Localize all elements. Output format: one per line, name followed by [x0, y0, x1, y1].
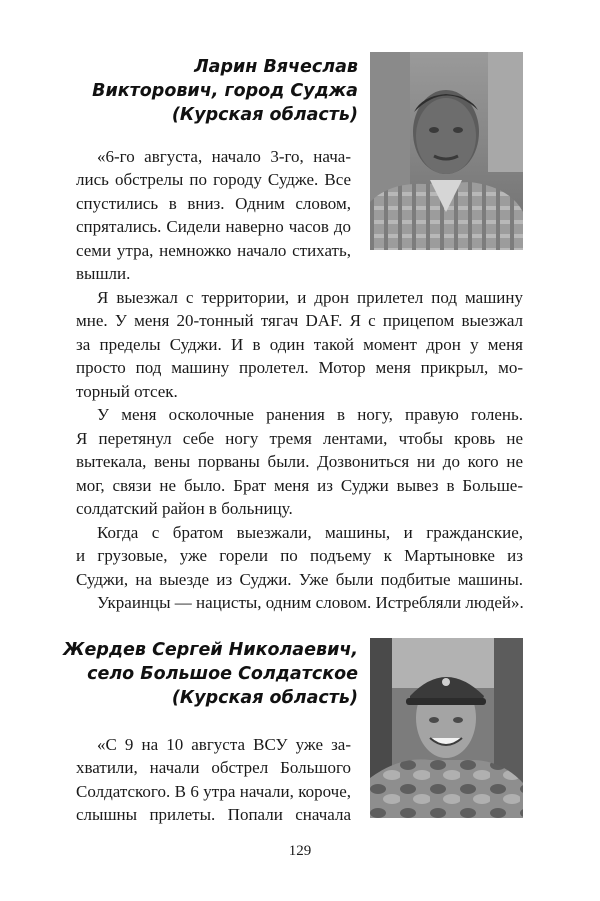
text-line: вышли.: [76, 264, 131, 283]
page-number: 129: [288, 843, 312, 859]
text-line: мне. У меня 20-тонный тягач DAF. Я с прицепом выезжал: [76, 311, 523, 330]
text-line: «С 9 на 10 августа ВСУ уже за-: [97, 735, 351, 754]
text-line: семи утра, немножко начало стихать,: [76, 241, 351, 260]
text-line: торный отсек.: [76, 382, 178, 401]
section1-heading-line: Викторович, город Суджа: [92, 81, 358, 101]
text-line: лись обстрелы по городу Судже. Все: [76, 170, 351, 189]
portrait-photo-zherdev: [370, 638, 523, 818]
text-line: Я выезжал с территории, и дрон прилетел под машину: [97, 288, 523, 307]
section2-heading-line: село Большое Солдатское: [87, 664, 358, 684]
text-line: солдатский район в больницу.: [76, 499, 293, 518]
text-line: Я перетянул себе ногу тремя лентами, чтобы кровь не: [76, 429, 523, 448]
text-line: Суджи, на выезде из Суджи. Уже были подбитые машины.: [76, 570, 523, 589]
text-line: слышны прилеты. Попали сначала: [76, 805, 351, 824]
section1-heading: [92, 55, 358, 127]
text-line: Солдатского. В 6 утра начали, короче,: [76, 782, 351, 801]
text-line: спрятались. Сидели наверно часов до: [76, 217, 351, 236]
section2-heading-line: (Курская область): [171, 688, 358, 708]
section1-heading-line: (Курская область): [171, 105, 358, 125]
text-line: Когда с братом выезжали, машины, и гражданские,: [97, 523, 523, 542]
section2-heading: [63, 638, 358, 710]
section2-heading-line: Жердев Сергей Николаевич,: [63, 640, 358, 660]
text-line: за пределы Суджи. И в один такой момент дрон у меня: [76, 335, 523, 354]
section1-heading-line: Ларин Вячеслав: [194, 57, 358, 77]
portrait-photo-larin: [370, 52, 523, 250]
text-line: У меня осколочные ранения в ногу, правую голень.: [97, 405, 523, 424]
text-line: вытекала, вены порваны были. Дозвониться ни до кого не: [76, 452, 523, 471]
text-line: и грузовые, уже горели по подъему к Мартыновке из: [76, 546, 523, 565]
text-line: «6-го августа, начало 3-го, нача-: [97, 147, 351, 166]
text-line: просто под машину пролетел. Мотор меня прикрыл, мо-: [76, 358, 523, 377]
text-line: спустились в вниз. Одним словом,: [76, 194, 351, 213]
text-line: Украинцы — нацисты, одним словом. Истребляли людей».: [97, 593, 524, 612]
text-line: хватили, начали обстрел Большого: [76, 758, 351, 777]
text-line: мог, связи не было. Брат меня из Суджи вывез в Больше-: [76, 476, 523, 495]
